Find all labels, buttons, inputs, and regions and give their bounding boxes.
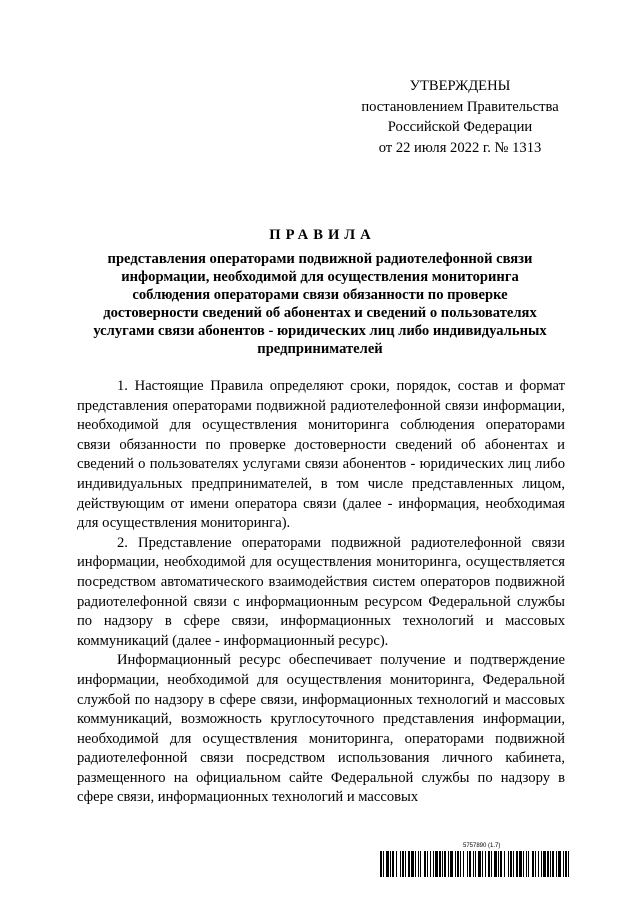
subtitle-line: информации, необходимой для осуществления мониторинга	[121, 269, 519, 285]
approval-line: УТВЕРЖДЕНЫ	[409, 78, 511, 94]
approval-line: постановлением Правительства	[361, 98, 559, 115]
barcode-icon	[380, 851, 570, 877]
document-title: ПРАВИЛА	[269, 227, 376, 243]
approval-block	[340, 76, 580, 158]
document-body	[77, 377, 565, 808]
approval-line: Российской Федерации	[387, 119, 533, 135]
paragraph: 2. Представление операторами подвижной радиотелефонной связи информации, необходимой для осуществления мониторинга, осуществляется посредством автоматического взаимодействия систем операторов подвижной радиотелефонной связи с информационным ресурсом Федеральной службы по надзору в сфере связи, информационных технологий и массовых коммуникаций (далее - информационный ресурс).	[77, 534, 565, 649]
barcode-number: 5757890 (1.7)	[463, 843, 501, 849]
subtitle-line: достоверности сведений об абонентах и сведений о пользователях	[103, 305, 537, 321]
subtitle-line: предпринимателей	[257, 341, 383, 357]
subtitle-line: представления операторами подвижной радиотелефонной связи	[107, 251, 533, 267]
document-subtitle	[70, 250, 570, 358]
paragraph: Информационный ресурс обеспечивает получение и подтверждение информации, необходимой для осуществления мониторинга, Федеральной службой по надзору в сфере связи, информационных технологий и массовых коммуникаций, возможность круглосуточного представления информации, необходимой для осуществления мониторинга, операторами подвижной радиотелефонной связи посредством использования личного кабинета, размещенного на официальном сайте Федеральной службы по надзору в сфере связи, информационных технологий и массовых	[77, 652, 565, 806]
subtitle-line: соблюдения операторами связи обязанности по проверке	[132, 287, 508, 303]
subtitle-line: услугами связи абонентов - юридических лиц либо индивидуальных	[93, 323, 547, 339]
approval-line: от 22 июля 2022 г. № 1313	[378, 139, 542, 156]
paragraph: 1. Настоящие Правила определяют сроки, порядок, состав и формат представления операторами подвижной радиотелефонной связи информации, необходимой для осуществления мониторинга соблюдения операторами связи обязанности по проверке достоверности сведений об абонентах и сведений о пользователях услугами связи абонентов - юридических лиц либо индивидуальных предпринимателей, в том числе представленных лицом, действующим от имени оператора связи (далее - информация, необходимая для осуществления мониторинга).	[77, 378, 565, 532]
